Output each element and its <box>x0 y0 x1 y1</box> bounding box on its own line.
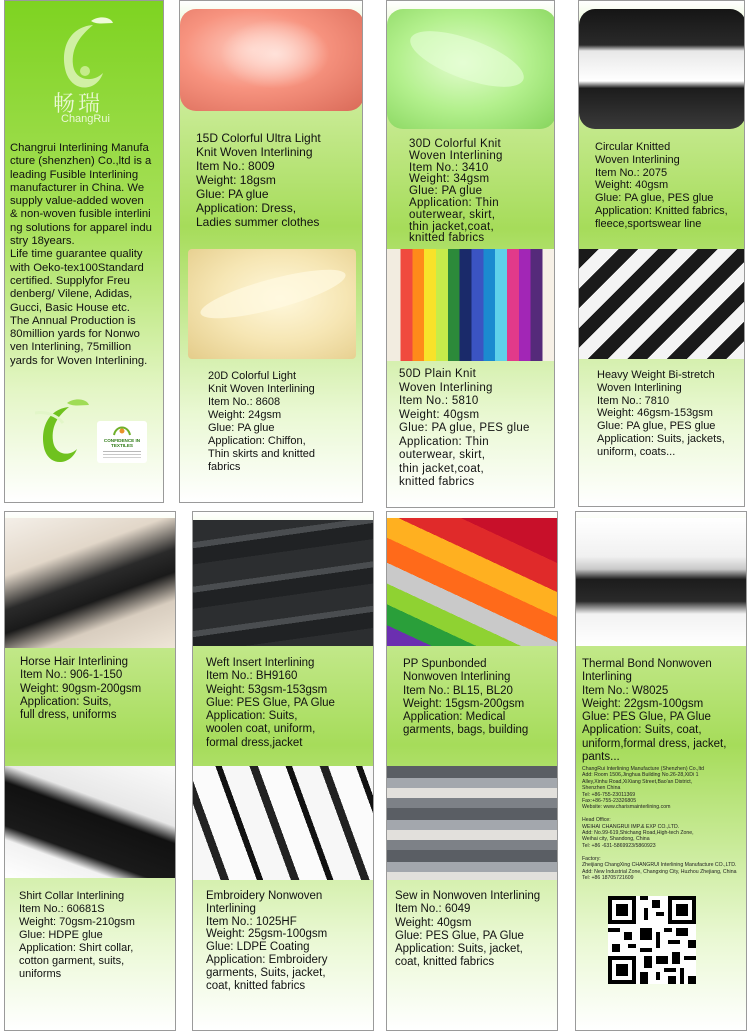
photo-circular-knitted <box>579 9 745 129</box>
product-20d-text: 20D Colorful Light Knit Woven Interlining Item No.: 8608 Weight: 24gsm Glue: PA glue Application: Chiffon, Thin skirts and knitted fabrics <box>208 370 315 473</box>
photo-50d-plain-rolls <box>387 249 555 361</box>
product-30d-text: 30D Colorful Knit Woven Interlining Item No.: 3410 Weight: 34gsm Glue: PA glue Application: Thin outerwear, skirt, thin jacket,coat, knitted fabrics <box>409 138 503 245</box>
oeko-tex-logo-icon <box>112 423 132 437</box>
photo-30d-colorful-fabric <box>387 9 555 129</box>
intro-text: Changrui Interlining Manufa cture (shenzhen) Co.,ltd is a leading Fusible Interlining manufacturer in China. We supply value-added woven & non-woven fusible interlini ng solutions for apparel indu stry 18years. Life time guarantee quality with Oeko-tex100Standard certified. Supplyfor Freu denberg/ Vilene, Adidas, Gucci, Basic House etc. The Annual Production is 80million yards for Nonwo ven Interlining, 75million yards for Woven Interlining. <box>10 142 152 367</box>
brand-cn-name: 畅瑞 <box>53 92 104 117</box>
panel-thermal-contact <box>575 511 747 1031</box>
product-50d-text: 50D Plain Knit Woven Interlining Item No.: 5810 Weight: 40gsm Glue: PA glue, PES glue Application: Thin outerwear, skirt, thin jacket,coat, knitted fabrics <box>399 368 530 488</box>
photo-heavy-weight-bi-stretch <box>579 249 745 359</box>
product-heavy-text: Heavy Weight Bi-stretch Woven Interlining Item No.: 7810 Weight: 46gsm-153gsm Glue: PA glue, PES glue Application: Suits, jackets, uniform, coats... <box>597 369 725 458</box>
panel-pp-sewin <box>386 511 558 1031</box>
qr-code-icon <box>608 896 696 984</box>
photo-horse-hair <box>5 518 176 648</box>
badge-fine-lines <box>103 451 141 452</box>
product-thermal-text: Thermal Bond Nonwoven Interlining Item No.: W8025 Weight: 22gsm-100gsm Glue: PES Glue, PA Glue Application: Suits, coat, uniform,formal dress, jacket, pants... <box>582 658 727 764</box>
photo-15d-ultra-light-fabric <box>180 9 363 111</box>
panel-15d-20d <box>179 0 363 503</box>
panel-30d-50d <box>386 0 555 508</box>
changrui-small-logo-icon <box>35 393 91 473</box>
qr-code[interactable] <box>608 896 696 984</box>
photo-sew-in-nonwoven <box>387 766 558 880</box>
product-weft-text: Weft Insert Interlining Item No.: BH9160 Weight: 53gsm-153gsm Glue: PES Glue, PA Glue Application: Suits, woolen coat, uniform, formal dress,jacket <box>206 657 335 749</box>
product-horse-text: Horse Hair Interlining Item No.: 906-1-150 Weight: 90gsm-200gsm Application: Suits, full dress, uniforms <box>20 656 142 722</box>
product-shirt-text: Shirt Collar Interlining Item No.: 60681S Weight: 70gsm-210gsm Glue: HDPE glue Application: Shirt collar, cotton garment, suits, uniforms <box>19 890 135 980</box>
photo-weft-insert <box>193 520 374 646</box>
photo-embroidery-nonwoven <box>193 766 374 880</box>
photo-20d-light-fabric <box>188 249 356 359</box>
panel-horse-shirt <box>4 511 176 1031</box>
product-pp-text: PP Spunbonded Nonwoven Interlining Item No.: BL15, BL20 Weight: 15gsm-200gsm Application: Medical garments, bags, building <box>403 658 529 737</box>
photo-thermal-bond <box>576 518 747 646</box>
product-embroidery-text: Embroidery Nonwoven Interlining Item No.: 1025HF Weight: 25gsm-100gsm Glue: LDPE Coating Application: Embroidery garments, Suits, jacket, coat, knitted fabrics <box>206 890 328 992</box>
intro-panel <box>4 0 164 503</box>
product-circular-text: Circular Knitted Woven Interlining Item No.: 2075 Weight: 40gsm Glue: PA glue, PES glue Application: Knitted fabrics, fleece,sportswear line <box>595 141 728 230</box>
product-15d-text: 15D Colorful Ultra Light Knit Woven Interlining Item No.: 8009 Weight: 18gsm Glue: PA glue Application: Dress, Ladies summer clothes <box>196 131 321 229</box>
contact-info: ChangRui Interlining Manufacture (Shenzhen) Co.,ltd Add: Room 1506,Jinghua Building No.26-28,XiDi 1 Alley,Xinhu Road,XiXiang Street,Bao'an District, Shenzhen China Tel: +86-755-23011369 Fax:+86-755-23326805 Website: www.charismainterlining.com Head Office: WEIHAI CHANGRUI IMP.& EXP CO.,LTD. Add: No.99-619,Shichang Road,High-tech Zone, Weihai city, Shandong, China Tel: +86 -631-5869923/5860923 Factory: Zheijiang ChangXing CHANGRUI Interlining Manufacture CO.,LTD. Add: New Industrial Zone, Changxing City, Huzhou Zhejiang, China Tel: +86 18705721609 <box>582 766 737 881</box>
oeko-tex-badge <box>97 421 147 463</box>
photo-shirt-collar <box>5 766 176 878</box>
product-sewin-text: Sew in Nonwoven Interlining Item No.: 6049 Weight: 40gsm Glue: PES Glue, PA Glue Application: Suits, jacket, coat, knitted fabrics <box>395 890 541 969</box>
badge-text: CONFIDENCE IN TEXTILES <box>103 438 141 448</box>
photo-pp-spunbonded <box>387 518 558 646</box>
brand-en-name: ChangRui <box>61 113 110 125</box>
panel-circular-heavy <box>578 0 745 507</box>
panel-weft-embroidery <box>192 511 374 1031</box>
